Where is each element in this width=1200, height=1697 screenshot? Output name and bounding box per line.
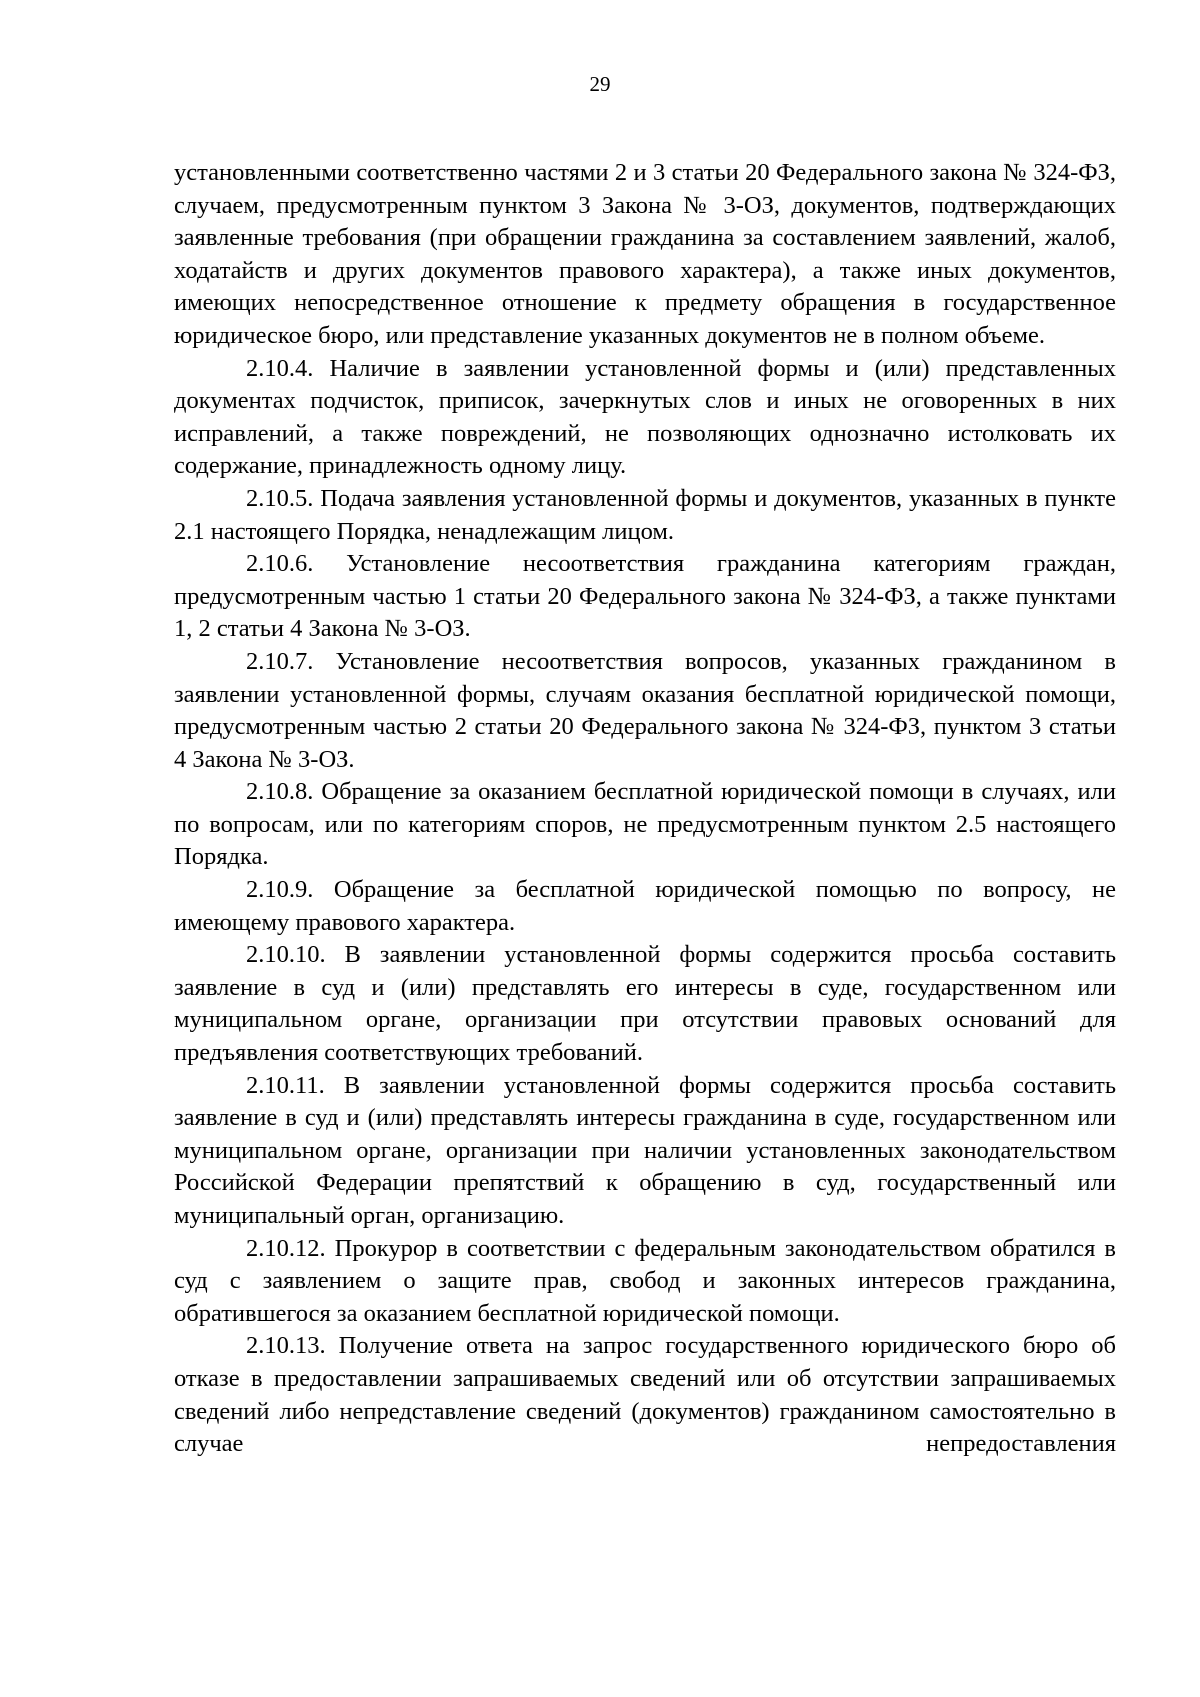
paragraph-2-10-12: 2.10.12. Прокурор в соответствии с федеральным законодательством обратился в суд с заявлением о защите прав, свобод и законных интересов гражданина, обратившегося за оказанием бесплатной юридической помощи. xyxy=(174,1234,1116,1327)
paragraph-2-10-7: 2.10.7. Установление несоответствия вопросов, указанных гражданином в заявлении установленной формы, случаям оказания бесплатной юридической помощи, предусмотренным частью 2 статьи 20 Федерального закона № 324-ФЗ, пунктом 3 статьи 4 Закона № 3-ОЗ. xyxy=(174,647,1116,773)
paragraph-2-10-4: 2.10.4. Наличие в заявлении установленной формы и (или) представленных документах подчисток, приписок, зачеркнутых слов и иных не оговоренных в них исправлений, а также повреждений, не позволяющих однозначно истолковать их содержание, принадлежность одному лицу. xyxy=(174,354,1116,480)
document-body xyxy=(174,157,1116,1461)
paragraph-2-10-6: 2.10.6. Установление несоответствия гражданина категориям граждан, предусмотренным частью 1 статьи 20 Федерального закона № 324-ФЗ, а также пунктами 1, 2 статьи 4 Закона № 3-ОЗ. xyxy=(174,550,1116,643)
paragraph-2-10-10: 2.10.10. В заявлении установленной формы содержится просьба составить заявление в суд и (или) представлять его интересы в суде, государственном или муниципальном органе, организации при отсутствии правовых оснований для предъявления соответствующих требований. xyxy=(174,941,1116,1067)
paragraph-continuation: установленными соответственно частями 2 и 3 статьи 20 Федерального закона № 324-ФЗ, случаем, предусмотренным пунктом 3 Закона № 3-ОЗ, документов, подтверждающих заявленные требования (при обращении гражданина за составлением заявлений, жалоб, ходатайств и других документов правового характера), а также иных документов, имеющих непосредственное отношение к предмету обращения в государственное юридическое бюро, или представление указанных документов не в полном объеме. xyxy=(174,159,1116,349)
paragraph-2-10-5: 2.10.5. Подача заявления установленной формы и документов, указанных в пункте 2.1 настоящего Порядка, ненадлежащим лицом. xyxy=(174,484,1116,545)
paragraph-2-10-13: 2.10.13. Получение ответа на запрос государственного юридического бюро об отказе в предоставлении запрашиваемых сведений или об отсутствии запрашиваемых сведений либо непредставление сведений (документов) гражданином самостоятельно в случае непредоставления xyxy=(174,1332,1116,1458)
paragraph-2-10-8: 2.10.8. Обращение за оказанием бесплатной юридической помощи в случаях, или по вопросам, или по категориям споров, не предусмотренным пунктом 2.5 настоящего Порядка. xyxy=(174,778,1116,871)
page-number: 29 xyxy=(589,72,611,96)
paragraph-2-10-11: 2.10.11. В заявлении установленной формы содержится просьба составить заявление в суд и (или) представлять интересы гражданина в суде, государственном или муниципальном органе, организации при наличии установленных законодательством Российской Федерации препятствий к обращению в суд, государственный или муниципальный орган, организацию. xyxy=(174,1071,1116,1229)
paragraph-2-10-9: 2.10.9. Обращение за бесплатной юридической помощью по вопросу, не имеющему правового характера. xyxy=(174,876,1116,936)
